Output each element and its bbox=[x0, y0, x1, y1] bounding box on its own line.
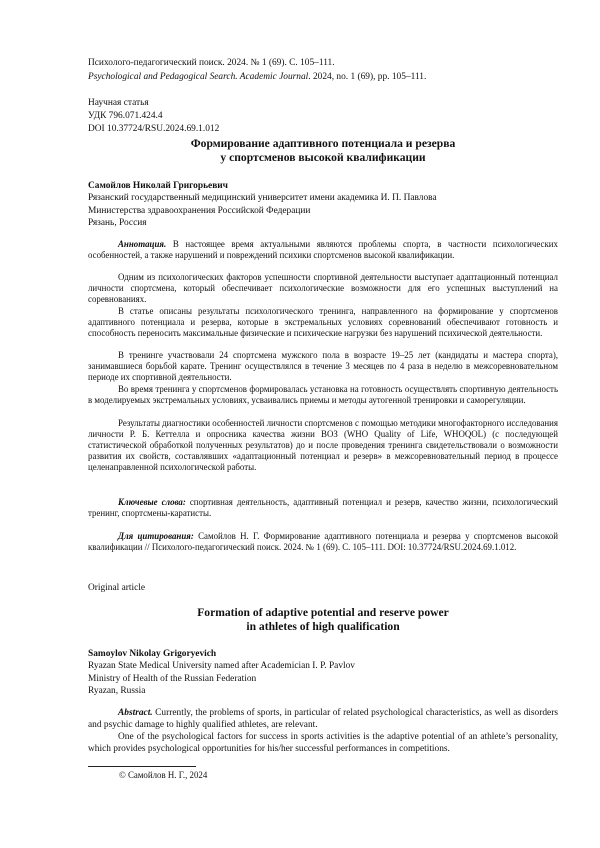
affiliation-en: Ryazan, Russia bbox=[88, 685, 146, 696]
journal-issue-en: . 2024, no. 1 (69), pp. 105–111. bbox=[308, 71, 427, 82]
abstract-en-p2: One of the psychological factors for success in sports activities is the adaptive potential of an athlete’s personality, which provides psychological opportunities for his/her successful performances in competitions. bbox=[88, 732, 558, 755]
author-name-en: Samoylov Nikolay Grigoryevich bbox=[88, 649, 217, 659]
title-ru-line: у спортсменов высокой квалификации bbox=[220, 151, 426, 164]
abstract-en-p1: Abstract. Currently, the problems of sports, in particular of related psychological characteristics, as well as disorders and psychic damage to highly qualified athletes, are relevant. bbox=[88, 708, 558, 731]
doi: DOI 10.37724/RSU.2024.69.1.012 bbox=[88, 124, 220, 134]
abstract-label-en: Abstract. bbox=[118, 708, 153, 718]
abstract-ru-p5: Во время тренинга у спортсменов формировалась установка на готовность осуществлять спортивную деятельность в моделируемых экстремальных условиях, усваивались приемы и методы аутогенной тренировки и саморегуляции. bbox=[88, 384, 558, 405]
author-name-ru: Самойлов Николай Григорьевич bbox=[88, 181, 228, 191]
citation-label-ru: Для цитирования: bbox=[118, 531, 194, 541]
affiliation-ru: Рязанский государственный медицинский университет имени академика И. П. Павлова bbox=[88, 193, 437, 204]
article-meta bbox=[88, 97, 558, 136]
keywords-label-ru: Ключевые слова: bbox=[118, 497, 186, 507]
footnote-divider bbox=[88, 766, 196, 767]
abstract-label-ru: Аннотация. bbox=[118, 239, 167, 249]
journal-header-en bbox=[88, 71, 558, 85]
abstract-ru-p6: Результаты диагностики особенностей личности спортсменов с помощью методики многофакторного исследования личности Р. Б. Кеттелла и опросника качества жизни ВОЗ (WHO Quality of Life, WHOQOL) (с последующей статистической обработкой полученных результатов) до и после проведения тренинга свидетельствовали о возможности развития их свойств, составлявших «адаптационный потенциал и резерв» в межсоревновательный период в процессе целенаправленной психологической работы. bbox=[88, 418, 558, 472]
keywords-ru: Ключевые слова: спортивная деятельность, адаптивный потенциал и резерв, качество жизни, психологический тренинг, спортсмены-каратисты. bbox=[88, 497, 558, 518]
affiliation-ru: Министерства здравоохранения Российской Федерации bbox=[88, 205, 311, 216]
affiliation-ru: Рязань, Россия bbox=[88, 217, 147, 228]
title-ru bbox=[88, 137, 558, 165]
abstract-ru-p4: В тренинге участвовали 24 спортсмена мужского пола в возрасте 19–25 лет (кандидаты и мастера спорта), занимавшиеся борьбой карате. Тренинг осуществлялся в течение 3 месяцев по 4 раза в неделю в межсоревновательном периоде их спортивной деятельности. bbox=[88, 350, 558, 382]
citation-ru: Для цитирования: Самойлов Н. Г. Формирование адаптивного потенциала и резерва у спортсменов высокой квалификации // Психолого-педагогический поиск. 2024. № 1 (69). С. 105–111. DOI: 10.37724/RSU.2024.69.1.012. bbox=[88, 531, 559, 552]
journal-header bbox=[88, 57, 558, 84]
title-en-line: in athletes of high qualification bbox=[246, 620, 400, 633]
article-type-en: Original article bbox=[88, 583, 146, 593]
udc-code: УДК 796.071.424.4 bbox=[88, 111, 163, 121]
title-ru-line: Формирование адаптивного потенциала и резерва bbox=[190, 137, 456, 150]
article-type: Научная статья bbox=[88, 98, 149, 108]
author-block-ru bbox=[88, 180, 558, 229]
affiliation-en: Ministry of Health of the Russian Federation bbox=[88, 673, 257, 684]
title-en bbox=[88, 606, 558, 634]
affiliation-en: Ryazan State Medical University named after Academician I. P. Pavlov bbox=[88, 661, 355, 672]
abstract-ru-p1: Аннотация. В настоящее время актуальными являются проблемы спорта, в частности психологических особенностей, а также нарушений и повреждений психики спортсменов высокой квалификации. bbox=[88, 239, 558, 260]
abstract-ru-p3: В статье описаны результаты психологического тренинга, направленного на формирование у спортсменов адаптивного потенциала и резерва, которые в экстремальных условиях соревнований обеспечивают готовность и способность переносить максимальные физические и психические нагрузки без нарушений психической деятельности. bbox=[88, 306, 558, 338]
copyright-note: © Самойлов Н. Г., 2024 bbox=[119, 770, 208, 780]
title-en-line: Formation of adaptive potential and reserve power bbox=[197, 606, 449, 619]
abstract-ru-p2: Одним из психологических факторов успешности спортивной деятельности выступает адаптационный потенциал личности спортсмена, который обеспечивает психологические возможности для его успешных выступлений на соревнованиях. bbox=[88, 272, 558, 304]
journal-title-en: Psychological and Pedagogical Search. Academic Journal bbox=[88, 71, 309, 82]
author-block-en bbox=[88, 648, 558, 697]
journal-header-ru: Психолого-педагогический поиск. 2024. № 1 (69). С. 105–111. bbox=[88, 58, 335, 68]
